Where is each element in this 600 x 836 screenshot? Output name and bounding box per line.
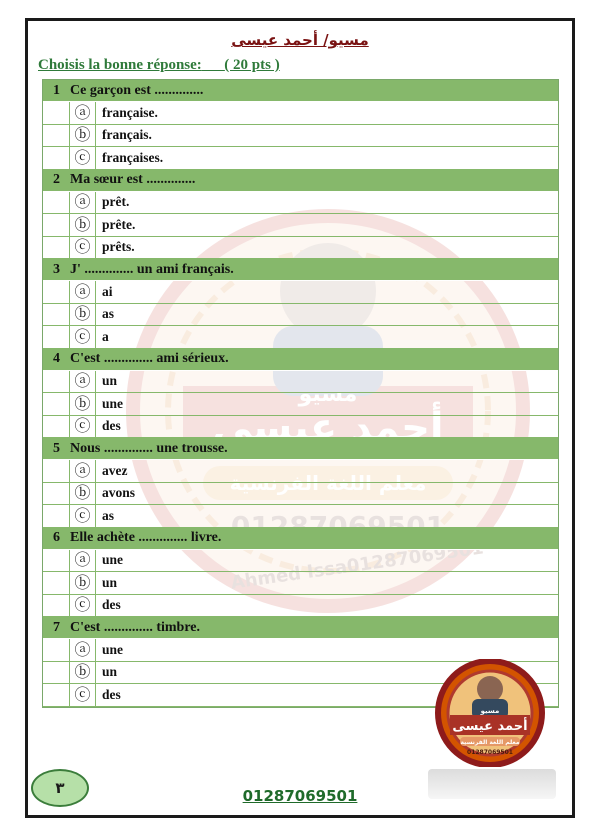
answer-option-row[interactable]: [43, 572, 558, 595]
option-text: une: [102, 641, 124, 657]
option-letter-circle: ⓑ: [74, 662, 91, 682]
option-letter-cell: [70, 147, 96, 169]
option-text: prête.: [102, 216, 136, 232]
question-row: [43, 528, 558, 550]
answer-option-row[interactable]: [43, 192, 558, 215]
answer-option-row[interactable]: [43, 550, 558, 573]
option-letter-cell: [70, 326, 96, 348]
option-letter-cell: [70, 550, 96, 572]
question-text: Ce garçon est ..............: [70, 82, 204, 98]
option-margin-cell: [43, 125, 70, 147]
option-text: avons: [102, 485, 136, 501]
option-letter-circle: ⓐ: [74, 639, 91, 659]
option-letter-cell: [70, 595, 96, 617]
option-letter-circle: ⓒ: [74, 326, 91, 346]
answer-option-row[interactable]: [43, 483, 558, 506]
instruction-line: [38, 57, 280, 74]
option-text: ai: [102, 283, 113, 299]
option-text: des: [102, 686, 121, 702]
option-text: as: [102, 306, 115, 322]
option-margin-cell: [43, 595, 70, 617]
answer-option-row[interactable]: [43, 595, 558, 618]
question-number: 7: [53, 619, 60, 635]
option-letter-cell: [70, 505, 96, 527]
question-text: Nous .............. une trousse.: [70, 440, 228, 456]
answer-option-row[interactable]: [43, 371, 558, 394]
option-text: un: [102, 664, 118, 680]
option-text: prêt.: [102, 194, 130, 210]
option-margin-cell: [43, 483, 70, 505]
option-letter-cell: [70, 102, 96, 124]
option-letter-circle: ⓑ: [74, 393, 91, 413]
option-letter-cell: [70, 192, 96, 214]
question-text: C'est .............. timbre.: [70, 619, 200, 635]
question-text: J' .............. un ami français.: [70, 261, 234, 277]
option-letter-circle: ⓑ: [74, 572, 91, 592]
answer-option-row[interactable]: [43, 147, 558, 170]
teacher-logo: [426, 659, 554, 767]
option-margin-cell: [43, 304, 70, 326]
option-text: françaises.: [102, 149, 164, 165]
option-margin-cell: [43, 371, 70, 393]
option-margin-cell: [43, 505, 70, 527]
option-letter-cell: [70, 237, 96, 259]
option-margin-cell: [43, 639, 70, 661]
option-margin-cell: [43, 237, 70, 259]
option-margin-cell: [43, 326, 70, 348]
answer-option-row[interactable]: [43, 304, 558, 327]
option-letter-cell: [70, 393, 96, 415]
instruction-text: Choisis la bonne réponse:: [38, 57, 202, 73]
option-letter-circle: ⓒ: [74, 237, 91, 257]
question-number: 3: [53, 261, 60, 277]
option-text: français.: [102, 127, 152, 143]
logo-line3: معلم اللغة الفرنسية: [460, 739, 520, 746]
option-letter-circle: ⓒ: [74, 684, 91, 704]
answer-option-row[interactable]: [43, 326, 558, 349]
option-letter-circle: ⓑ: [74, 304, 91, 324]
option-letter-cell: [70, 214, 96, 236]
option-margin-cell: [43, 147, 70, 169]
option-margin-cell: [43, 550, 70, 572]
answer-option-row[interactable]: [43, 393, 558, 416]
option-letter-circle: ⓐ: [74, 281, 91, 301]
answer-option-row[interactable]: [43, 102, 558, 125]
option-letter-circle: ⓐ: [74, 102, 91, 122]
question-row: [43, 80, 558, 102]
option-text: prêts.: [102, 239, 135, 255]
option-letter-circle: ⓐ: [74, 550, 91, 570]
option-margin-cell: [43, 192, 70, 214]
option-letter-circle: ⓑ: [74, 214, 91, 234]
question-text: C'est .............. ami sérieux.: [70, 351, 229, 366]
question-row: [43, 438, 558, 460]
question-number: 2: [53, 172, 60, 187]
logo-line2: أحمد عيسى: [452, 719, 528, 734]
logo-line1: مسيو: [480, 707, 500, 715]
logo-phone: 01287069501: [467, 749, 513, 756]
option-text: des: [102, 597, 121, 613]
points-label: ( 20 pts ): [224, 57, 280, 73]
option-text: avez: [102, 462, 128, 478]
option-letter-circle: ⓐ: [74, 371, 91, 391]
option-letter-cell: [70, 281, 96, 303]
teacher-title: مسيو/ أحمد عيسى: [231, 31, 369, 49]
option-letter-circle: ⓑ: [74, 125, 91, 145]
option-letter-cell: [70, 639, 96, 661]
option-letter-circle: ⓐ: [74, 192, 91, 212]
question-row: [43, 349, 558, 371]
question-text: Ma sœur est ..............: [70, 172, 196, 187]
option-letter-cell: [70, 371, 96, 393]
option-text: a: [102, 328, 109, 344]
answer-option-row[interactable]: [43, 460, 558, 483]
option-letter-cell: [70, 460, 96, 482]
option-margin-cell: [43, 684, 70, 706]
option-margin-cell: [43, 281, 70, 303]
question-text: Elle achète .............. livre.: [70, 530, 222, 545]
option-text: une: [102, 552, 124, 568]
option-margin-cell: [43, 662, 70, 684]
question-number: 4: [53, 351, 60, 366]
option-letter-cell: [70, 662, 96, 684]
answer-option-row[interactable]: [43, 237, 558, 260]
option-margin-cell: [43, 102, 70, 124]
option-letter-cell: [70, 125, 96, 147]
answer-option-row[interactable]: [43, 416, 558, 439]
option-text: une: [102, 395, 124, 411]
option-letter-circle: ⓒ: [74, 595, 91, 615]
option-margin-cell: [43, 214, 70, 236]
option-letter-circle: ⓒ: [74, 505, 91, 525]
quiz-table: [42, 79, 559, 708]
option-letter-cell: [70, 572, 96, 594]
option-margin-cell: [43, 460, 70, 482]
option-letter-circle: ⓐ: [74, 460, 91, 480]
option-margin-cell: [43, 572, 70, 594]
option-text: française.: [102, 104, 158, 120]
option-letter-circle: ⓑ: [74, 483, 91, 503]
option-letter-circle: ⓒ: [74, 416, 91, 436]
option-letter-circle: ⓒ: [74, 147, 91, 167]
option-text: un: [102, 574, 118, 590]
answer-option-row[interactable]: [43, 214, 558, 237]
question-row: [43, 170, 558, 192]
question-row: [43, 259, 558, 281]
option-letter-cell: [70, 304, 96, 326]
option-text: as: [102, 507, 115, 523]
answer-option-row[interactable]: [43, 505, 558, 528]
option-margin-cell: [43, 416, 70, 438]
option-text: un: [102, 373, 118, 389]
option-margin-cell: [43, 393, 70, 415]
footer-phone: 01287069501: [242, 787, 358, 805]
page-frame: [25, 18, 575, 818]
question-number: 5: [53, 440, 60, 456]
option-letter-cell: [70, 416, 96, 438]
page-number-badge: ٣: [31, 769, 89, 807]
question-number: 1: [53, 82, 60, 98]
question-number: 6: [53, 530, 60, 545]
question-row: [43, 617, 558, 639]
option-text: des: [102, 418, 121, 434]
answer-option-row[interactable]: [43, 281, 558, 304]
option-letter-cell: [70, 684, 96, 706]
answer-option-row[interactable]: [43, 125, 558, 148]
option-letter-cell: [70, 483, 96, 505]
